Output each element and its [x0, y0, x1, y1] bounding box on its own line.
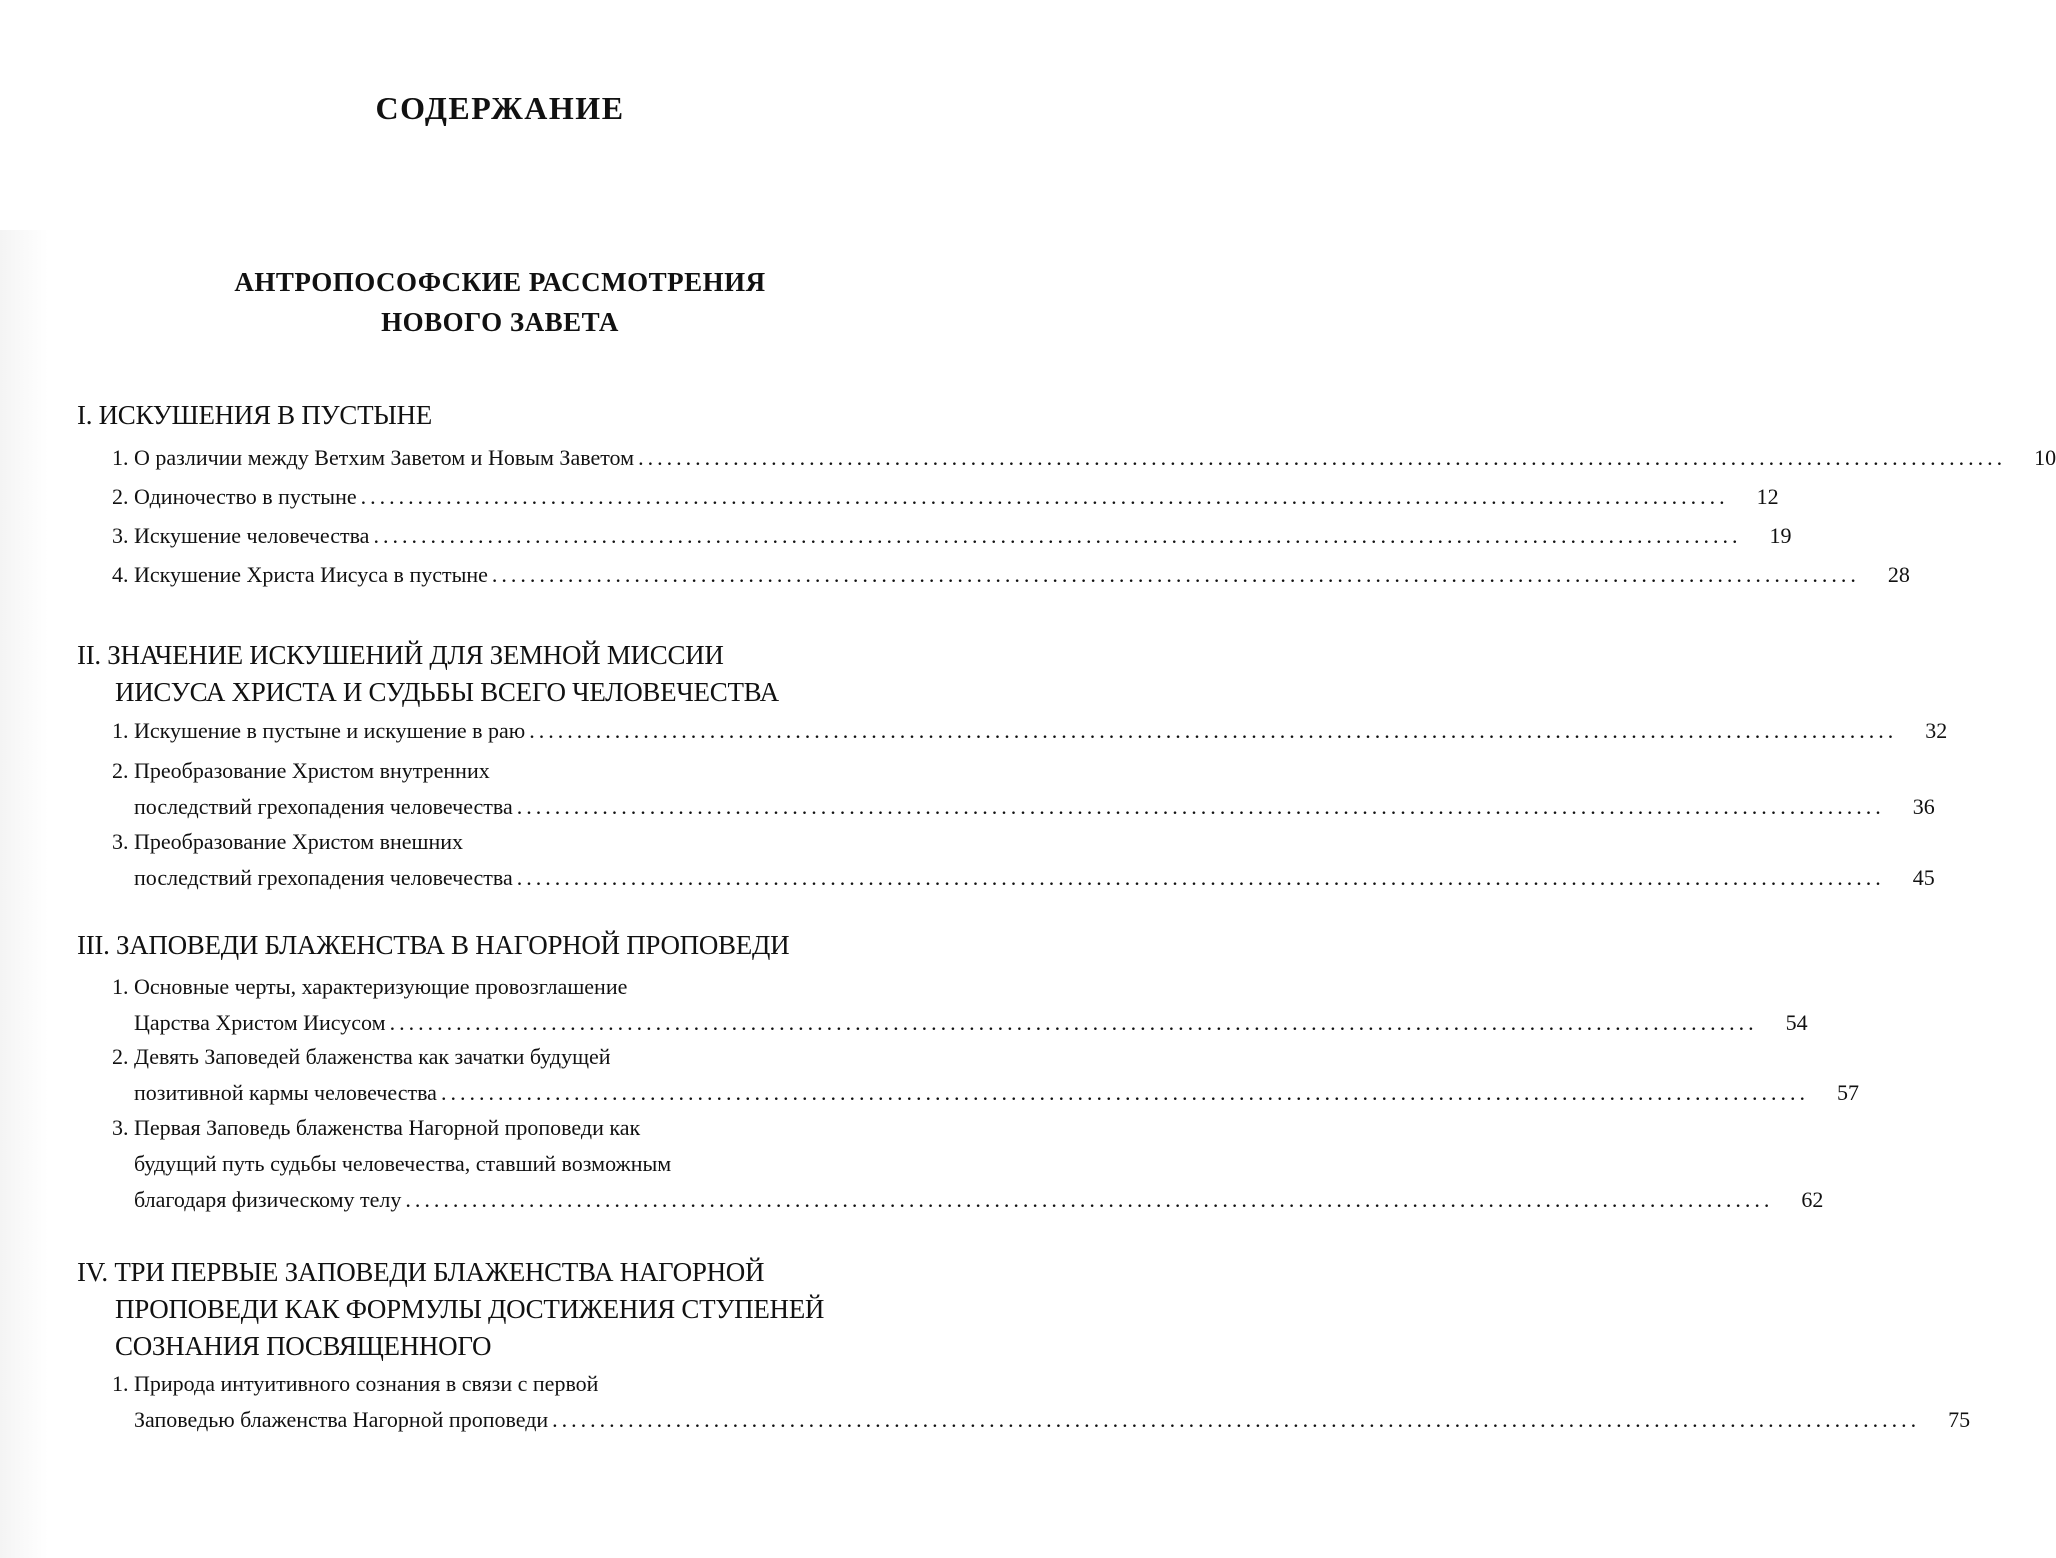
page-number: 19 — [1769, 523, 1792, 548]
dot-leader: ................................................................................................................................................ — [389, 1010, 1758, 1035]
dot-leader: ................................................................................................................................................ — [360, 484, 1729, 509]
dot-leader: ................................................................................................................................................ — [373, 523, 1742, 548]
page-number: 10 — [2034, 445, 2056, 470]
section-number: I. — [77, 400, 93, 430]
page-title: СОДЕРЖАНИЕ — [375, 90, 625, 126]
toc-entry[interactable] — [112, 518, 1792, 554]
entry-title-line: будущий путь судьбы человечества, ставший возможным — [134, 1151, 672, 1176]
entry-title-line: Искушение в пустыне и искушение в раю — [134, 718, 526, 743]
entry-title-line: Искушение Христа Иисуса в пустыне — [134, 562, 488, 587]
entry-title-line: Преобразование Христом внешних — [134, 829, 464, 854]
entry-number: 2. — [112, 1044, 129, 1069]
page-number: 36 — [1912, 794, 1935, 819]
entry-number: 3. — [112, 829, 129, 854]
entry-number: 2. — [112, 484, 129, 509]
entry-title-line: Первая Заповедь блаженства Нагорной проповеди как — [134, 1115, 641, 1140]
dot-leader: ................................................................................................................................................ — [440, 1080, 1809, 1105]
toc-entry[interactable] — [112, 557, 1910, 593]
entry-title-line: последствий грехопадения человечества — [134, 794, 513, 819]
entry-number: 1. — [112, 974, 129, 999]
section-number: II. — [77, 640, 101, 670]
scan-edge-shadow — [0, 230, 48, 1558]
section-title-line: ЗНАЧЕНИЕ ИСКУШЕНИЙ ДЛЯ ЗЕМНОЙ МИССИИ — [107, 640, 724, 670]
entry-title-line: Основные черты, характеризующие провозглашение — [134, 974, 628, 999]
toc-entry[interactable] — [112, 824, 1935, 896]
entry-title-line: благодаря физическому телу — [134, 1187, 402, 1212]
dot-leader: ................................................................................................................................................ — [516, 865, 1885, 890]
entry-title-line: Девять Заповедей блаженства как зачатки будущей — [134, 1044, 611, 1069]
page-number: 75 — [1948, 1407, 1971, 1432]
entry-title-line: Искушение человечества — [134, 523, 370, 548]
entry-number: 3. — [112, 523, 129, 548]
dot-leader: ................................................................................................................................................ — [405, 1187, 1774, 1212]
section-number: IV. — [77, 1257, 108, 1287]
dot-leader: ................................................................................................................................................ — [529, 718, 1898, 743]
section-title-line: ТРИ ПЕРВЫЕ ЗАПОВЕДИ БЛАЖЕНСТВА НАГОРНОЙ — [114, 1257, 765, 1287]
entry-number: 2. — [112, 758, 129, 783]
section-title-line: ИСКУШЕНИЯ В ПУСТЫНЕ — [98, 400, 432, 430]
entry-number: 3. — [112, 1115, 129, 1140]
page-number: 57 — [1836, 1080, 1859, 1105]
section-heading — [77, 397, 907, 434]
part-title — [0, 262, 1000, 342]
toc-entry[interactable] — [112, 1110, 1824, 1218]
part-title-line: АНТРОПОСОФСКИЕ РАССМОТРЕНИЯ — [234, 267, 766, 297]
entry-title-line: О различии между Ветхим Заветом и Новым Заветом — [134, 445, 635, 470]
dot-leader: ................................................................................................................................................ — [491, 562, 1860, 587]
part-title-line: НОВОГО ЗАВЕТА — [381, 307, 619, 337]
section-title-line: ИИСУСА ХРИСТА И СУДЬБЫ ВСЕГО ЧЕЛОВЕЧЕСТВА — [115, 677, 779, 707]
section-number: III. — [77, 930, 110, 960]
page-number: 32 — [1925, 718, 1948, 743]
entry-number: 1. — [112, 718, 129, 743]
toc-entry[interactable] — [112, 440, 2056, 476]
page-number: 54 — [1785, 1010, 1808, 1035]
entry-title-line: Одиночество в пустыне — [134, 484, 357, 509]
entry-title-line: последствий грехопадения человечества — [134, 865, 513, 890]
section-heading — [77, 637, 907, 711]
section-title-line: СОЗНАНИЯ ПОСВЯЩЕННОГО — [115, 1331, 492, 1361]
section-heading — [77, 927, 907, 964]
entry-number: 4. — [112, 562, 129, 587]
dot-leader: ................................................................................................................................................ — [516, 794, 1885, 819]
entry-title-line: Природа интуитивного сознания в связи с первой — [134, 1371, 599, 1396]
toc-entry[interactable] — [112, 1366, 1971, 1438]
page-number: 28 — [1887, 562, 1910, 587]
dot-leader: ................................................................................................................................................ — [638, 445, 2007, 470]
section-heading — [77, 1254, 907, 1365]
entry-title-line: Преобразование Христом внутренних — [134, 758, 490, 783]
toc-entry[interactable] — [112, 1039, 1859, 1111]
toc-entry[interactable] — [112, 753, 1935, 825]
page-number: 62 — [1801, 1187, 1824, 1212]
entry-title-line: Заповедью блаженства Нагорной проповеди — [134, 1407, 549, 1432]
entry-title-line: Царства Христом Иисусом — [134, 1010, 386, 1035]
toc-entry[interactable] — [112, 969, 1808, 1041]
entry-number: 1. — [112, 445, 129, 470]
section-title-line: ПРОПОВЕДИ КАК ФОРМУЛЫ ДОСТИЖЕНИЯ СТУПЕНЕЙ — [115, 1294, 825, 1324]
entry-title-line: позитивной кармы человечества — [134, 1080, 437, 1105]
page-number: 45 — [1912, 865, 1935, 890]
entry-number: 1. — [112, 1371, 129, 1396]
page-number: 12 — [1756, 484, 1779, 509]
toc-entry[interactable] — [112, 713, 1948, 749]
toc-entry[interactable] — [112, 479, 1779, 515]
section-title-line: ЗАПОВЕДИ БЛАЖЕНСТВА В НАГОРНОЙ ПРОПОВЕДИ — [115, 930, 790, 960]
dot-leader: ................................................................................................................................................ — [552, 1407, 1921, 1432]
